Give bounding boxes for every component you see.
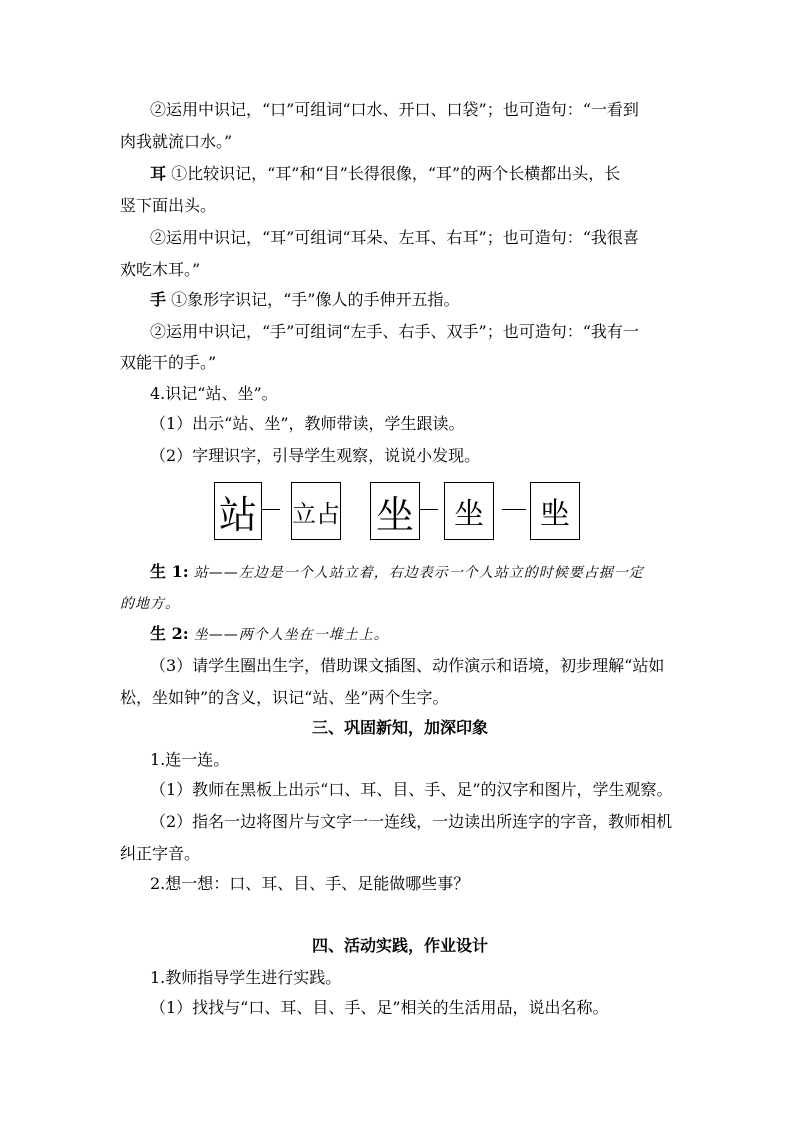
paragraph-text: ①比较识记，“耳”和“目”长得很像，“耳”的两个长横都出头，长 xyxy=(171,164,621,183)
paragraph-line: 竖下面出头。 xyxy=(120,196,217,215)
paragraph-line: （1）教师在黑板上出示“口、耳、目、手、足”的汉字和图片，学生观察。 xyxy=(150,780,673,799)
glyph-box-zhan-modern: 站 xyxy=(214,482,262,540)
paragraph-line: 4.识记“站、坐”。 xyxy=(150,384,278,403)
paragraph-line: 纠正字音。 xyxy=(120,844,201,863)
student-1-label: 生 1: xyxy=(150,562,189,581)
arrow-dash xyxy=(420,509,438,510)
paragraph-line: （2）字理识字，引导学生观察，说说小发现。 xyxy=(150,446,481,465)
paragraph-line: ②运用中识记，“口”可组词“口水、开口、口袋”；也可造句：“一看到 xyxy=(150,100,639,119)
paragraph-line: （2）指名一边将图片与文字一一连线，一边读出所连字的字音，教师相机 xyxy=(150,812,673,831)
paragraph-line: （1）找找与“口、耳、目、手、足”相关的生活用品，说出名称。 xyxy=(150,998,609,1017)
student-1-line xyxy=(150,560,710,585)
char-shou-label: 手 xyxy=(150,290,167,309)
paragraph-line-er xyxy=(150,162,710,186)
paragraph-line: 1.教师指导学生进行实践。 xyxy=(150,968,342,987)
paragraph-line: （1）出示“站、坐”，教师带读，学生跟读。 xyxy=(150,414,465,433)
student-2-label: 生 2: xyxy=(150,624,189,643)
paragraph-line: （3）请学生圈出生字，借助课文插图、动作演示和语境，初步理解“站如 xyxy=(150,656,665,675)
student-1-text: 站——左边是一个人站立着，右边表示一个人站立的时候要占据一定 xyxy=(193,565,644,581)
paragraph-line: 1.连一连。 xyxy=(150,750,230,769)
arrow-dash xyxy=(262,509,280,510)
paragraph-line: 欢吃木耳。” xyxy=(120,260,201,279)
char-er-label: 耳 xyxy=(150,164,167,183)
paragraph-line: ②运用中识记，“手”可组词“左手、右手、双手”；也可造句：“我有一 xyxy=(150,322,639,341)
student-1-cont: 的地方。 xyxy=(120,596,180,612)
section-heading-3: 三、巩固新知，加深印象 xyxy=(311,718,488,737)
glyph-box-zuo-seal: 坐 xyxy=(444,482,494,540)
student-2-text: 坐——两个人坐在一堆土上。 xyxy=(193,627,389,643)
paragraph-line: 肉我就流口水。” xyxy=(120,132,233,151)
student-2-line xyxy=(150,622,710,647)
paragraph-line: ②运用中识记，“耳”可组词“耳朵、左耳、右耳”；也可造句：“我很喜 xyxy=(150,228,639,247)
paragraph-line: 松，坐如钟”的含义，识记“站、坐”两个生字。 xyxy=(120,688,449,707)
paragraph-line: 双能干的手。” xyxy=(120,353,217,372)
paragraph-text: ①象形字识记，“手”像人的手伸开五指。 xyxy=(171,290,460,309)
glyph-box-zuo-modern: 坐 xyxy=(370,482,420,540)
glyph-box-zuo-oracle: 㘴 xyxy=(530,482,580,540)
paragraph-line-shou xyxy=(150,288,710,312)
glyph-box-zhan-ancient: 立占 xyxy=(291,482,341,540)
arrow-dash xyxy=(502,509,526,510)
section-heading-4: 四、活动实践，作业设计 xyxy=(311,936,488,955)
paragraph-line: 2.想一想：口、耳、目、手、足能做哪些事？ xyxy=(150,874,470,893)
